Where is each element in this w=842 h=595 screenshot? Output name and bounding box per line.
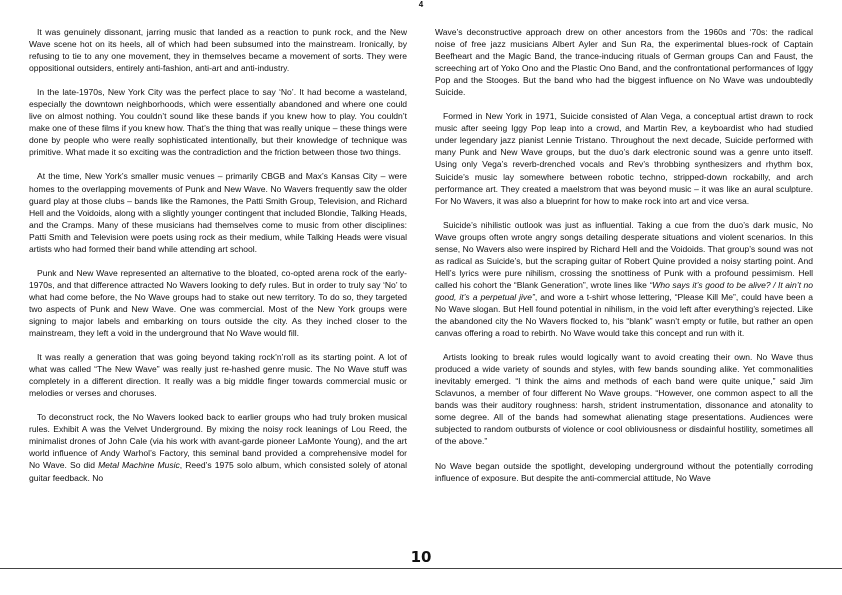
paragraph [435, 219, 813, 339]
lyric-quote: “Who says it’s good to be alive? / It ain’t no good, it’s a perpetual jive” [435, 279, 813, 302]
paragraph: Wave’s deconstructive approach drew on other ancestors from the 1960s and ‘70s: the radical noise of free jazz musicians Albert Ayler and Sun Ra, the experimental blues-rock of Captain Beefheart and the Magic Band, the trance-inducing rituals of German groups Can and Faust, the screeching art of Yoko Ono and the Plastic Ono Band, and the confrontational performances of Iggy Pop and the Stooges. But the band who had the biggest influence on No Wave was undoubtedly Suicide. [435, 27, 813, 98]
paragraph: Formed in New York in 1971, Suicide consisted of Alan Vega, a conceptual artist drawn to rock music after seeing Iggy Pop leap into a crowd, and Martin Rev, a keyboardist who had studied under legendary jazz pianist Lennie Tristano. Throughout the next decade, Suicide performed with many Punk and New Wave groups, but the duo’s dark electronic sound was a genre unto itself. Using only Vega’s reverb-drenched vocals and Rev’s throbbing synthesizers and rhythm box, Suicide’s music lay somewhere between robotic techno, stripped-down rockabilly, and arch performance art. They created a maelstrom that was beyond music – it was like an aural sculpture. For No Wavers, it was also a blueprint for how to make rock into art and vice versa. [435, 111, 813, 206]
paragraph: In the late-1970s, New York City was the perfect place to say ‘No’. It had become a wasteland, especially the downtown neighborhoods, which were essentially abandoned and where one could live on almost nothing. You couldn’t sound like these bands if you knew how to play. You couldn’t make one of these films if you knew how. That’s the thing that was really unique – these things were done by people who were really sophisticated intentionally, but their knowledge of technique was primitive. What made it so exciting was the contradiction and the friction between those two things. [29, 87, 407, 158]
paragraph: At the time, New York’s smaller music venues – primarily CBGB and Max’s Kansas City – were homes to the overlapping movements of Punk and New Wave. No Wavers frequently saw the older guard play at those clubs – bands like the Ramones, the Patti Smith Group, Television, and Richard Hell and the Voidoids, along with a slightly younger contingent that included Blondie, Talking Heads, and the Cramps. Many of these musicians had themselves come to music from other disciplines: Patti Smith and Television were poets using rock as their medium, while Talking Heads were visual artists who had formed their band while attending art school. [29, 171, 407, 254]
paragraph: Punk and New Wave represented an alternative to the bloated, co-opted arena rock of the early-1970s, and that difference attracted No Wavers looking to defy rules. But in order to truly say ‘No’ to what had come before, the No Wave groups had to stake out new territory. To do so, they targeted two aspects of Punk and New Wave. One was commercial. Most of the New York groups were signing to major labels and embarking on tours outside the city. As they inched closer to the mainstream, they left a void in the underground that No Wave would fill. [29, 267, 407, 339]
left-column [29, 26, 407, 496]
right-column [435, 26, 813, 496]
paragraph: It was genuinely dissonant, jarring music that landed as a reaction to punk rock, and the New Wave scene hot on its heels, all of which had been subsumed into the mainstream. Ironically, by refusing to tie to any one movement, they in themselves became a movement of sorts. They were oppositional outsiders, entirely anti-fashion, anti-art and anti-industry. [29, 27, 407, 74]
footer-divider [0, 568, 842, 569]
header-page-number: 4 [418, 0, 424, 9]
footer-page-number: 10 [410, 548, 432, 566]
text-run: , Reed’s 1975 solo album, which consisted solely of atonal guitar feedback. No [29, 460, 407, 483]
paragraph: It was really a generation that was going beyond taking rock’n’roll as its starting point. A lot of what was called “The New Wave” was really just re-hashed genre music. The No Wave stuff was completely in a different direction. It really was a big middle finger towards commercial music or melodies or verses and choruses. [29, 352, 407, 399]
album-title: Metal Machine Music [98, 460, 180, 471]
text-run: , and wore a t-shirt whose lettering, “Please Kill Me”, could have been a No Wave slogan. But Hell found potential in nihilism, in the void left after everything’s rejected. Like the abandoned city the No Wavers flocked to, his “blank” wasn’t empty or futile, but rather an open canvas offering a road to rebirth. No Wave would take this concept and run with it. [435, 291, 813, 339]
text-run: Suicide’s nihilistic outlook was just as influential. Taking a cue from the duo’s dark music, No Wave groups often wrote angry songs detailing desperate situations and violent scenarios. In this sense, No Wavers also were inspired by Richard Hell and the Voidoids. That group’s sound was not as radical as Suicide’s, but the scraping guitar of Robert Quine provided a noisy starting point. And Hell’s lyrics were pure nihilism, crossing the snottiness of Punk with a profound pessimism. Hell called his cohort the “Blank Generation”, wrote lines like [435, 219, 813, 290]
paragraph: No Wave began outside the spotlight, developing underground without the potentially corroding influence of exposure. But despite the anti-commercial attitude, No Wave [435, 460, 813, 483]
paragraph [29, 411, 407, 483]
text-run: To deconstruct rock, the No Wavers looked back to earlier groups who had truly broken musical rules. Exhibit A was the Velvet Underground. By mixing the noisy rock leanings of Lou Reed, the minimalist drones of John Cale (via his work with avant-garde pioneer LaMonte Young), and the art world influence of Andy Warhol’s Factory, this seminal band provided a comprehensive model for No Wave. So did [29, 412, 407, 471]
paragraph: Artists looking to break rules would logically want to avoid creating their own. No Wave thus produced a wide variety of sounds and styles, with few bands sounding alike. Yet commonalities inevitably emerged. “I think the aims and methods of each band were quite unique,” said Jim Sclavunos, a member of four different No Wave groups. “However, one common aspect to all the bands was their auditory roughness: harsh, strident instrumentation, dissonance and atonality to some degree. All of the bands had somewhat alienating stage presentations. Audiences were subjected to random outbursts of violence or cool obliviousness or disdainful hostility, sometimes all of the above.” [435, 352, 813, 447]
